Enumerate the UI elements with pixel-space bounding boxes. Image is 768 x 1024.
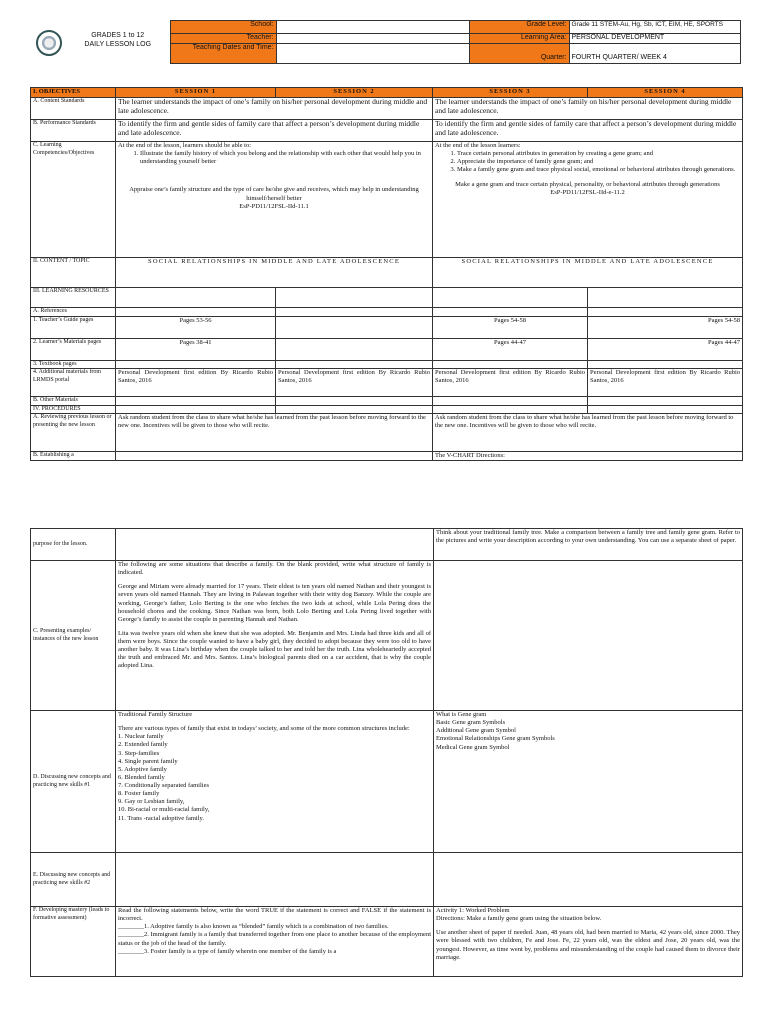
quarter-value: FOURTH QUARTER/ WEEK 4 xyxy=(569,44,740,64)
family-type-item: 9. Gay or Lesbian family, xyxy=(118,798,185,806)
learners-materials-session-4: Pages 44-47 xyxy=(588,338,743,360)
lesson-log-table xyxy=(30,87,743,461)
competencies-b-item: 3. Make a family gene gram and trace physical social, emotional or behavioral attributes through generations. xyxy=(457,166,740,174)
establishing-label-continued: purpose for the lesson. xyxy=(31,529,116,561)
additional-materials-session-2: Personal Development first edition By Ricardo Rubio Santos, 2016 xyxy=(276,369,433,397)
gene-gram-topic: Medical Gene gram Symbol xyxy=(436,743,510,751)
content-topic-a: SOCIAL RELATIONSHIPS IN MIDDLE AND LATE ADOLESCENCE xyxy=(116,258,433,288)
discussing-1-content-b xyxy=(434,711,743,853)
learners-materials-session-1: Pages 38-41 xyxy=(116,338,276,360)
competencies-b xyxy=(433,142,743,258)
header-title-1: GRADES 1 to 12 xyxy=(91,32,145,39)
learning-area-label: Learning Area: xyxy=(469,34,569,44)
competencies-a-bottom: Appraise one’s family structure and the type of care he/she give and receives, which may help in understanding himself/herself better xyxy=(129,186,419,202)
teacher-label: Teacher: xyxy=(170,34,276,44)
competencies-a-code: EsP-PD11/12FSL-IId-11.1 xyxy=(239,202,309,210)
header-table xyxy=(30,20,741,64)
grade-level-value: Grade 11 STEM-Au, Hg, Sb, ICT, EIM, HE, SPORTS xyxy=(569,21,740,34)
performance-standards-label: B. Performance Standards xyxy=(31,120,116,142)
procedures-label: IV. PROCEDURES xyxy=(31,405,116,414)
competencies-a-intro: At the end of the lesson, learners should be able to: xyxy=(118,142,252,149)
teachers-guide-session-1: Pages 53-56 xyxy=(116,316,276,338)
discussing-title: Traditional Family Structure xyxy=(118,711,193,718)
mastery-statement: ________2. Immigrant family is a family that transferred together from one place to another because of the employment status or the job of the head of the family. xyxy=(118,931,431,947)
content-standards-b: The learner understands the impact of one’s family on his/her personal development during middle and late adolescence. xyxy=(433,98,743,120)
content-standards-a: The learner understands the impact of one’s family on his/her personal development during middle and late adolescence. xyxy=(116,98,433,120)
resources-label: III. LEARNING RESOURCES xyxy=(31,288,116,308)
discussing-1-label: D. Discussing new concepts and practicing new skills #1 xyxy=(31,711,116,853)
additional-materials-session-4: Personal Development first edition By Ricardo Rubio Santos, 2016 xyxy=(588,369,743,397)
mastery-statement: ________3. Foster family is a type of family wherein one member of the family is a xyxy=(118,947,337,955)
competencies-label: C. Learning Competencies/Objectives xyxy=(31,142,116,258)
objectives-heading: I. OBJECTIVES xyxy=(31,88,116,98)
gene-gram-topic: Emotional Relationships Gene gram Symbols xyxy=(436,735,555,743)
family-type-item: 2. Extended family xyxy=(118,741,168,749)
learners-materials-label: 2. Learner’s Materials pages xyxy=(31,338,116,360)
lesson-log-table-continued xyxy=(30,528,743,977)
session-3-heading: SESSION 3 xyxy=(433,88,588,98)
content-standards-label: A. Content Standards xyxy=(31,98,116,120)
family-type-item: 6. Blended family xyxy=(118,773,165,781)
family-type-item: 5. Adoptive family xyxy=(118,765,167,773)
developing-mastery-label: F. Developing mastery (leads to formative assessment) xyxy=(31,907,116,977)
quarter-label: Quarter: xyxy=(469,44,569,64)
additional-materials-label: 4. Additional materials from LRMDS portal xyxy=(31,369,116,397)
competencies-b-bottom: Make a gene gram and trace certain physical, personality, or behavioral attributes through generations xyxy=(455,180,720,188)
teachers-guide-session-4: Pages 54-58 xyxy=(588,316,743,338)
additional-materials-session-3: Personal Development first edition By Ricardo Rubio Santos, 2016 xyxy=(433,369,588,397)
reviewing-a: Ask random student from the class to share what he/she has learned from the past lesson before moving forward to the new one. Incentives will be given to those who will recite. xyxy=(116,414,433,452)
session-2-heading: SESSION 2 xyxy=(276,88,433,98)
gene-gram-topic: Basic Gene gram Symbols xyxy=(436,719,506,727)
presenting-intro: The following are some situations that describe a family. On the blank provided, write what structure of family is indicated. xyxy=(118,561,431,577)
teachers-guide-label: 1. Teacher’s Guide pages xyxy=(31,316,116,338)
presenting-content xyxy=(116,561,434,711)
mastery-statement: ________1. Adoptive family is also known as “blended” family which is a combination of two families. xyxy=(118,923,389,931)
other-materials-label: B. Other Materials xyxy=(31,397,116,406)
discussing-2-label: E. Discussing new concepts and practicing new skills #2 xyxy=(31,853,116,907)
family-type-item: 10. Bi-racial or multi-racial family, xyxy=(118,806,210,814)
family-type-item: 4. Single parent family xyxy=(118,757,178,765)
family-type-item: 8. Foster family xyxy=(118,790,160,798)
competencies-b-intro: At the end of the lesson learners: xyxy=(435,142,521,149)
activity-title: Activity 1: Worked Problem xyxy=(436,907,510,914)
content-topic-b: SOCIAL RELATIONSHIPS IN MIDDLE AND LATE ADOLESCENCE xyxy=(433,258,743,288)
mastery-instructions: Read the following statements below, write the word TRUE if the statement is correct and FALSE if the statement is incorrect. xyxy=(118,907,431,923)
competencies-b-item: 1. Trace certain personal attributes in generation by creating a gene gram; and xyxy=(457,150,740,158)
header-logo-cell xyxy=(30,21,170,64)
establishing-label: B. Establishing a xyxy=(31,452,116,461)
school-label: School: xyxy=(170,21,276,34)
activity-problem: Use another sheet of paper if needed. Juan, 48 years old, had been married to Maria, 42 years old, since 2000. They were blessed with two children, Fe and Jose. Fe, 22 years old, was the eldest and Jose, 20 years old, was the youngest. However, as time went by, problems and misunderstanding of the couple had caused them to divorce their marriage. xyxy=(436,929,740,961)
vchart-title: The V-CHART Directions: xyxy=(433,452,743,461)
presenting-situation-2: Lita was twelve years old when she knew that she was adopted. Mr. Benjamin and Mrs. Linda had three kids and all of them were boys. Since the couple wanted to have a baby girl, they decided to adopt because they were too old to have another baby. It was Lina’s birthday when the couple talked to her and told her the truth. Lina wholeheartedly accepted the truth and embraced Mr. and Mrs. Santos. Lina’s biological parents died on a car accident, that is why the couple adopted Lina. xyxy=(118,629,431,670)
activity-directions: Directions: Make a family gene gram using the situation below. xyxy=(436,915,602,923)
discussing-1-content xyxy=(116,711,434,853)
references-label: A. References xyxy=(31,308,116,317)
competencies-a-item: 1. Illustrate the family history of which you belong and the relationship with each other that would help you in understanding yourself better xyxy=(140,150,430,166)
competencies-b-code: EsP-PD11/12FSL-IId-e-11.2 xyxy=(550,188,625,196)
developing-mastery-b xyxy=(434,907,743,977)
learners-materials-session-3: Pages 44-47 xyxy=(433,338,588,360)
school-value[interactable] xyxy=(276,21,469,34)
teachers-guide-session-3: Pages 54-58 xyxy=(433,316,588,338)
textbook-label: 3. Textbook pages xyxy=(31,360,116,369)
presenting-situation-1: George and Miriam were already married for 17 years. Their eldest is ten years old named Nathan and their youngest is seven years old named Hannah. They are living in Palawan together with their witty dog Banzey. While the couple are working, George’s father, Lolo Berting is the one who fetches the two kids at school, while Lola Pering does the household chores and the cooking. Since Nathan was born, both Lolo Berting and Lola Pering lived together with George’s family to assist the couple in parenting Hannah and Nathan. xyxy=(118,583,431,623)
session-4-heading: SESSION 4 xyxy=(588,88,743,98)
competencies-a xyxy=(116,142,433,258)
grade-level-label: Grade Level: xyxy=(469,21,569,34)
family-type-item: 1. Nuclear family xyxy=(118,733,164,741)
performance-standards-a: To identify the firm and gentle sides of family care that affect a person’s development during middle and late adolescence. xyxy=(116,120,433,142)
presenting-label: C. Presenting examples/ instances of the new lesson xyxy=(31,561,116,711)
session-1-heading: SESSION 1 xyxy=(116,88,276,98)
deped-seal-icon xyxy=(36,30,62,56)
gene-gram-topic: Additional Gene gram Symbol xyxy=(436,727,516,735)
teacher-value[interactable] xyxy=(276,34,469,44)
vchart-directions: Think about your traditional family tree. Make a comparison between a family tree and family gene gram. Refer to the pictures and write your description according to your own understanding. You can use a separate sheet of paper. xyxy=(434,529,743,561)
discussing-intro: There are various types of family that exist in todays’ society, and some of the more common structures include: xyxy=(118,725,410,733)
developing-mastery-a xyxy=(116,907,434,977)
header-title-2: DAILY LESSON LOG xyxy=(84,40,152,48)
gene-gram-topic: What is Gene gram xyxy=(436,711,487,718)
performance-standards-b: To identify the firm and gentle sides of family care that affect a person’s development during middle and late adolescence. xyxy=(433,120,743,142)
reviewing-b: Ask random student from the class to share what he/she has learned from the past lesson before moving forward to the new one. Incentives will be given to those who will recite. xyxy=(433,414,743,452)
content-topic-label: II. CONTENT / TOPIC xyxy=(31,258,116,288)
additional-materials-session-1: Personal Development first edition By Ricardo Rubio Santos, 2016 xyxy=(116,369,276,397)
learning-area-value: PERSONAL DEVELOPMENT xyxy=(569,34,740,44)
family-type-item: 3. Step-families xyxy=(118,749,160,757)
family-type-item: 7. Conditionally separated families xyxy=(118,782,209,789)
reviewing-label: A. Reviewing previous lesson or presenting the new lesson xyxy=(31,414,116,452)
dates-value[interactable] xyxy=(276,44,469,64)
competencies-b-item: 2. Appreciate the importance of family gene gram; and xyxy=(457,158,740,166)
family-type-item: 11. Trans -racial adoptive family. xyxy=(118,814,204,822)
dates-label: Teaching Dates and Time: xyxy=(170,44,276,64)
